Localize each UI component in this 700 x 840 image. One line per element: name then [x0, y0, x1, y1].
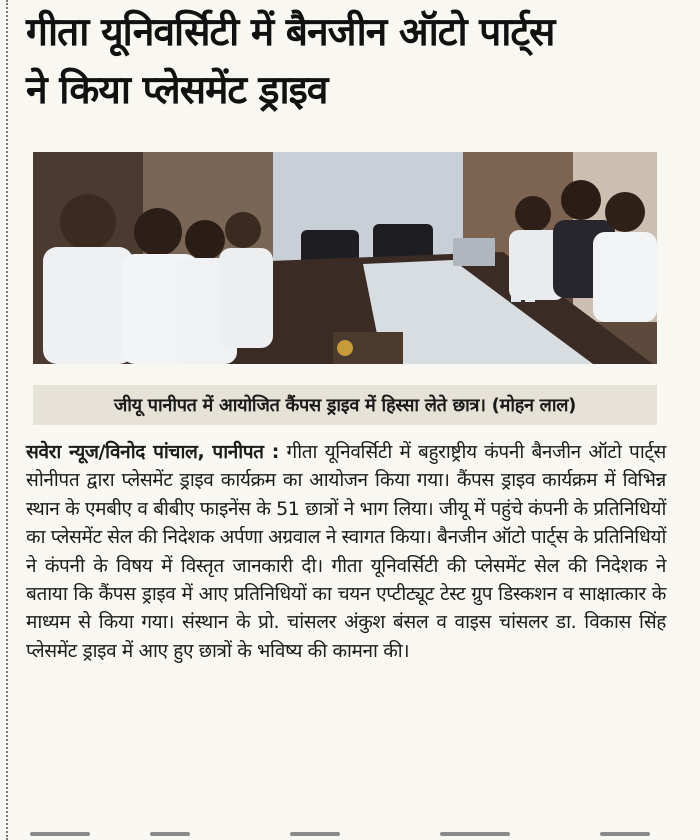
- headline-line-2: ने किया प्लेसमेंट ड्राइव: [26, 68, 328, 113]
- cut-off-next-line: [0, 828, 700, 840]
- article-body-text: गीता यूनिवर्सिटी में बहुराष्ट्रीय कंपनी बैनजीन ऑटो पार्ट्स सोनीपत द्वारा प्लेसमेंट ड्राइव कार्यक्रम का आयोजन किया गया। कैंपस ड्राइव कार्यक्रम में विभिन्न स्थान के एमबीए व बीबीए फाइनेंस के 51 छात्रों ने भाग लिया। जीयू में पहुंचे कंपनी के प्रतिनिधियों का प्लेसमेंट सेल की निदेशक अर्पणा अग्रवाल ने स्वागत किया। बैनजीन ऑटो पार्ट्स के प्रतिनिधियों ने कंपनी के विषय में विस्तृत जानकारी दी। गीता यूनिवर्सिटी की प्लेसमेंट सेल की निदेशक ने बताया कि कैंपस ड्राइव में आए प्रतिनिधियों का चयन एप्टीट्यूट टेस्ट ग्रुप डिस्कशन व साक्षात्कार के माध्यम से किया गया। संस्थान के प्रो. चांसलर अंकुश बंसल व वाइस चांसलर डा. विकास सिंह प्लेसमेंट ड्राइव में आए हुए छात्रों के भविष्य की कामना की।: [26, 441, 666, 662]
- article-body: [26, 438, 666, 665]
- news-photo: [33, 152, 657, 364]
- headline: [26, 4, 686, 120]
- photo-caption-text: जीयू पानीपत में आयोजित कैंपस ड्राइव में हिस्सा लेते छात्र। (मोहन लाल): [113, 395, 577, 416]
- column-divider: [6, 0, 8, 840]
- photo-caption: [33, 385, 657, 425]
- headline-line-1: गीता यूनिवर्सिटी में बैनजीन ऑटो पार्ट्स: [26, 10, 555, 55]
- byline: सवेरा न्यूज/विनोद पांचाल, पानीपत :: [26, 441, 279, 463]
- photo-illustration: [33, 152, 657, 364]
